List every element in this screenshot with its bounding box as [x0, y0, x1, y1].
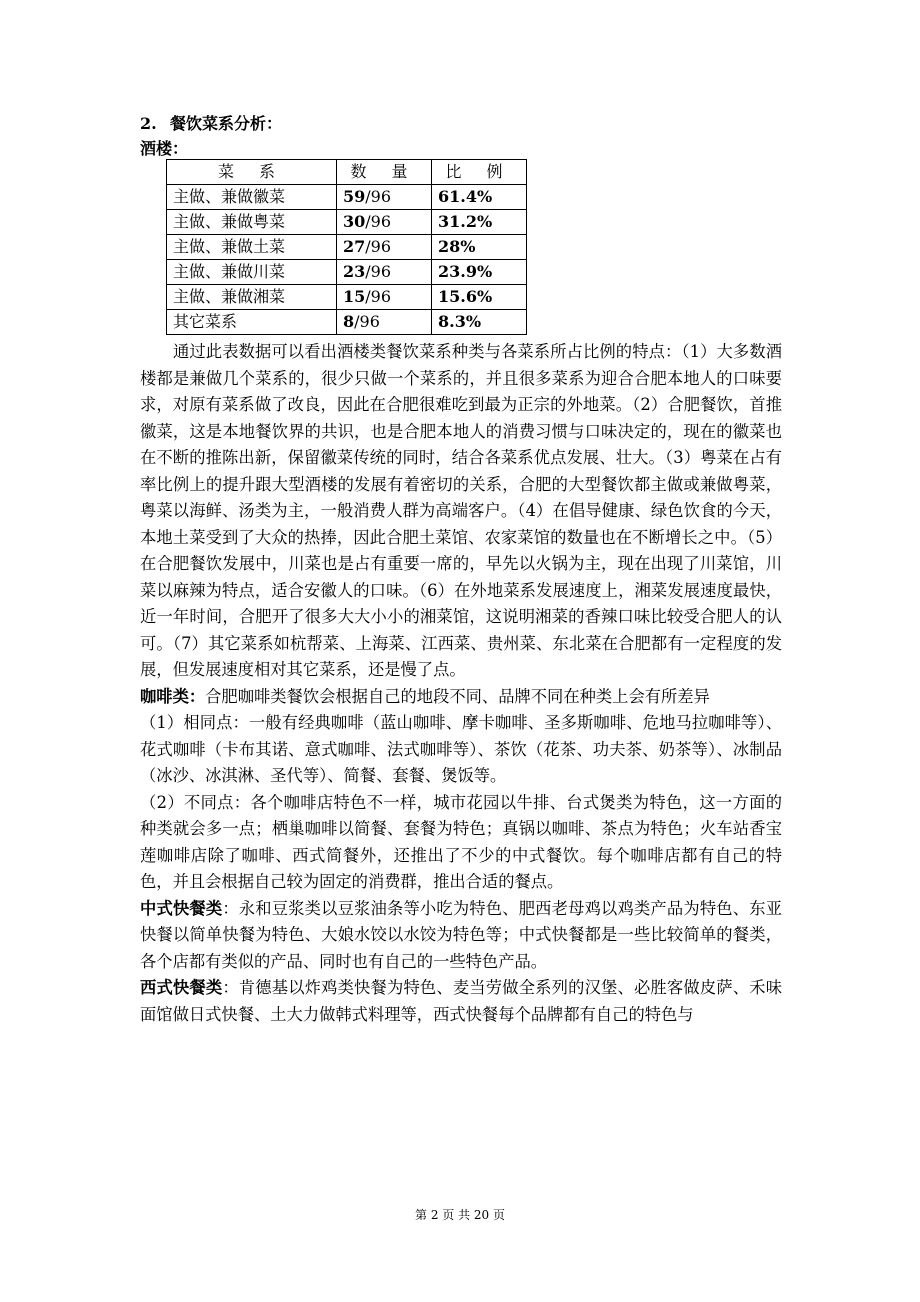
cell-count: 30/96: [337, 210, 432, 235]
cell-count: 8/96: [337, 310, 432, 335]
body-text: [140, 339, 782, 1028]
cell-cuisine: 主做、兼做湘菜: [167, 285, 337, 310]
cell-ratio: 61.4%: [432, 185, 527, 210]
cell-cuisine: 主做、兼做粤菜: [167, 210, 337, 235]
western-fastfood-text: ：肯德基以炸鸡类快餐为特色、麦当劳做全系列的汉堡、必胜客做皮萨、禾味面馆做日式快餐、土大力做韩式料理等，西式快餐每个品牌都有自己的特色与: [140, 978, 782, 1024]
cell-count: 23/96: [337, 260, 432, 285]
section-heading: [140, 114, 282, 134]
cell-cuisine: 主做、兼做土菜: [167, 235, 337, 260]
coffee-common-paragraph: （1）相同点：一般有经典咖啡（蓝山咖啡、摩卡咖啡、圣多斯咖啡、危地马拉咖啡等）、花式咖啡（卡布其诺、意式咖啡、法式咖啡等）、茶饮（花茶、功夫茶、奶茶等）、冰制品（冰沙、冰淇淋、圣代等）、简餐、套餐、煲饭等。: [140, 713, 782, 785]
coffee-label: 咖啡类：: [140, 686, 206, 706]
restaurant-subheading: 酒楼：: [140, 139, 189, 158]
coffee-intro-text: 合肥咖啡类餐饮会根据自己的地段不同、品牌不同在种类上会有所差异: [205, 686, 710, 706]
section-number: 2.: [140, 114, 157, 133]
table-row: [167, 235, 527, 260]
western-fastfood-paragraph: [140, 975, 782, 1028]
restaurant-analysis-paragraph: 通过此表数据可以看出酒楼类餐饮菜系种类与各菜系所占比例的特点：（1）大多数酒楼都是兼做几个菜系的，很少只做一个菜系的，并且很多菜系为迎合合肥本地人的口味要求，对原有菜系做了改良，因此在合肥很难吃到最为正宗的外地菜。（2）合肥餐饮，首推徽菜，这是本地餐饮界的共识，也是合肥本地人的消费习惯与口味决定的，现在的徽菜也在不断的推陈出新，保留徽菜传统的同时，结合各菜系优点发展、壮大。（3）粤菜在占有率比例上的提升跟大型酒楼的发展有着密切的关系，合肥的大型餐饮都主做或兼做粤菜，粤菜以海鲜、汤类为主，一般消费人群为高端客户。（4）在倡导健康、绿色饮食的今天，本地土菜受到了大众的热捧，因此合肥土菜馆、农家菜馆的数量也在不断增长之中。（5）在合肥餐饮发展中，川菜也是占有重要一席的，早先以火锅为主，现在出现了川菜馆，川菜以麻辣为特点，适合安徽人的口味。（6）在外地菜系发展速度上，湘菜发展速度最快，近一年时间，合肥开了很多大大小小的湘菜馆，这说明湘菜的香辣口味比较受合肥人的认可。（7）其它菜系如杭帮菜、上海菜、江西菜、贵州菜、东北菜在合肥都有一定程度的发展，但发展速度相对其它菜系，还是慢了点。: [140, 342, 782, 679]
cell-count: 27/96: [337, 235, 432, 260]
cell-count: 15/96: [337, 285, 432, 310]
table-header-row: [167, 160, 527, 185]
table-row: [167, 185, 527, 210]
cell-cuisine: 主做、兼做川菜: [167, 260, 337, 285]
cell-ratio: 8.3%: [432, 310, 527, 335]
cell-ratio: 28%: [432, 235, 527, 260]
cell-cuisine: 其它菜系: [167, 310, 337, 335]
header-cuisine: 菜 系: [167, 160, 337, 185]
table-row: [167, 285, 527, 310]
section-title: 餐饮菜系分析：: [170, 114, 283, 133]
cell-ratio: 15.6%: [432, 285, 527, 310]
table-row: [167, 310, 527, 335]
western-fastfood-label: 西式快餐类: [140, 978, 223, 997]
chinese-fastfood-paragraph: [140, 896, 782, 976]
header-count: 数 量: [337, 160, 432, 185]
cell-ratio: 23.9%: [432, 260, 527, 285]
cell-cuisine: 主做、兼做徽菜: [167, 185, 337, 210]
table-row: [167, 210, 527, 235]
header-ratio: 比 例: [432, 160, 527, 185]
table-row: [167, 260, 527, 285]
page-footer: 第 2 页 共 20 页: [415, 1208, 505, 1222]
chinese-fastfood-text: ：永和豆浆类以豆浆油条等小吃为特色、肥西老母鸡以鸡类产品为特色、东亚快餐以简单快餐为特色、大娘水饺以水饺为特色等；中式快餐都是一些比较简单的餐类，各个店都有类似的产品、同时也有自己的一些特色产品。: [140, 898, 782, 971]
cuisine-table: [166, 159, 527, 335]
chinese-fastfood-label: 中式快餐类: [140, 898, 223, 918]
cell-ratio: 31.2%: [432, 210, 527, 235]
coffee-difference-paragraph: （2）不同点：各个咖啡店特色不一样，城市花园以牛排、台式煲类为特色，这一方面的种类就会多一点；栖巢咖啡以简餐、套餐为特色；真锅以咖啡、茶点为特色；火车站香宝莲咖啡店除了咖啡、西式简餐外，还推出了不少的中式餐饮。每个咖啡店都有自己的特色，并且会根据自己较为固定的消费群，推出合适的餐点。: [140, 792, 782, 891]
cell-count: 59/96: [337, 185, 432, 210]
coffee-intro-paragraph: [140, 684, 782, 711]
